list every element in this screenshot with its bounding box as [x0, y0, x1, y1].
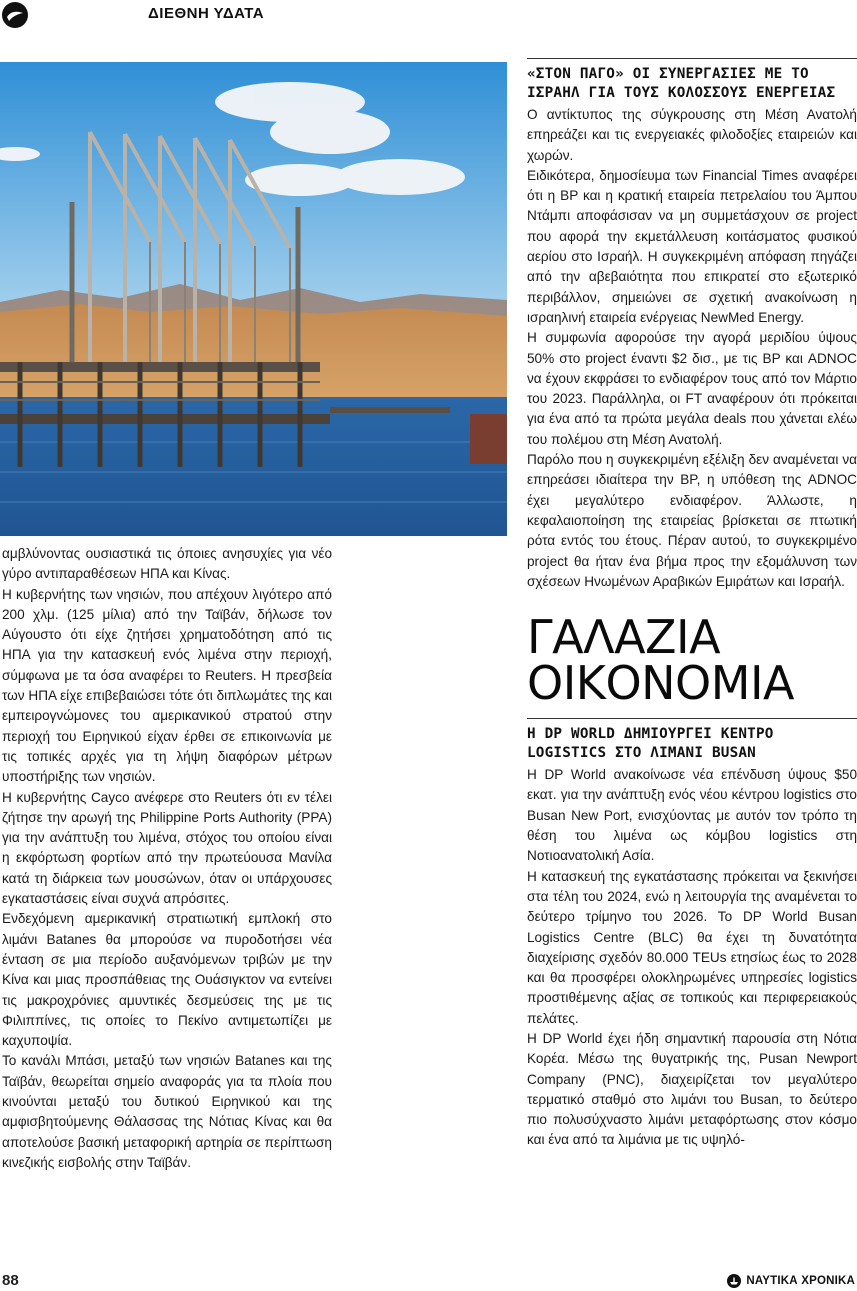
paragraph: Παρόλο που η συγκεκριμένη εξέλιξη δεν αναμένεται να επηρεάσει ιδιαίτερα την BP, η υπόθεση της ADNOC έχει μεγαλύτερο ενδιαφέρον. Άλλωστε, η κεφαλαιοποίηση της εταιρείας βρίσκεται σε πτωτική ρότα εντός του έτους. Πέραν αυτού, το συγκεκριμένο project θα ήταν ένα βήμα προς την εξομάλυνση των σχέσεων Ηνωμένων Αραβικών Εμιράτων και Ισραήλ. — [527, 452, 857, 589]
article-heading: «ΣΤΟΝ ΠΑΓΟ» ΟΙ ΣΥΝΕΡΓΑΣΙΕΣ ΜΕ ΤΟ ΙΣΡΑΗΛ ΓΙΑ ΤΟΥΣ ΚΟΛΟΣΣΟΥΣ ΕΝΕΡΓΕΙΑΣ — [527, 66, 836, 101]
paragraph: Ενδεχόμενη αμερικανική στρατιωτική εμπλοκή στο λιμάνι Batanes θα μπορούσε να πυροδοτήσει νέα ένταση σε μια περίοδο αυξανόμενων τριβών με την Κίνα και μιας προσπάθειας της Ουάσιγκτον να εντείνει τις μακροχρόνιες αμυντικές δεσμεύσεις της με τις Φιλιππίνες, τις οποίες το Πεκίνο αντιμετωπίζει με καχυποψία. — [2, 911, 332, 1049]
brand — [727, 1274, 855, 1288]
paragraph: Ο αντίκτυπος της σύγκρουσης στη Μέση Ανατολή επηρεάζει και τις ενεργειακές φιλοδοξίες εταιρειών και χωρών. — [527, 107, 857, 163]
paragraph: Η κυβερνήτης των νησιών, που απέχουν λιγότερο από 200 χλμ. (125 μίλια) από την Ταϊβάν, δήλωσε τον Αύγουστο ότι είχε ζητήσει χρηματοδότηση από τις ΗΠΑ για την κατασκευή ενός λιμένα στην περιοχή, σύμφωνα με τα όσα αναφέρει το Reuters. Η πρεσβεία των ΗΠΑ είχε επιβεβαιώσει τότε ότι διπλωμάτες της και εμπειρογνώμονες του αμερικανικού στρατού στην περιοχή του Ειρηνικού είχαν έρθει σε επικοινωνία με τις τοπικές αρχές για τη λήψη διαφόρων μέτρων υποστήριξης των νησιών. — [2, 586, 332, 785]
paragraph: αμβλύνοντας ουσιαστικά τις όποιες ανησυχίες για νέο γύρο αντιπαραθέσεων ΗΠΑ και Κίνας. — [2, 546, 332, 582]
divider — [527, 58, 857, 59]
oil-terminal-pier-photo — [0, 62, 507, 536]
article-heading: Η DP WORLD ΔΗΜΙΟΥΡΓΕΙ ΚΕΝΤΡΟ LOGISTICS ΣΤΟ ΛΙΜΑΝΙ BUSAN — [527, 726, 774, 762]
paragraph: Η DP World ανακοίνωσε νέα επένδυση ύψους $50 εκατ. για την ανάπτυξη ενός νέου κέντρου logistics στο Busan New Port, ενισχύοντας με αυτόν τον τρόπο τη θέση του λιμένα ως κόμβου logistics στη Νοτιοανατολική Ασία. — [527, 767, 857, 864]
section-label: ΔΙΕΘΝΗ ΥΔΑΤΑ — [148, 5, 265, 22]
divider — [527, 718, 857, 719]
circle-swoosh-logo-icon — [2, 2, 28, 28]
ship-logo-icon — [727, 1274, 741, 1288]
section-title-line: ΓΑΛΑΖΙΑ — [527, 610, 721, 665]
left-column — [2, 544, 332, 1173]
paragraph: Η κατασκευή της εγκατάστασης πρόκειται να ξεκινήσει στα τέλη του 2024, ενώ η λειτουργία της αναμένεται το δεύτερο τρίμηνο του 2026. Το DP World Busan Logistics Centre (BLC) θα έχει τη δυνατότητα διαχείρισης σχεδόν 80.000 TEUs ετησίως έως το 2028 και θα προσφέρει ολοκληρωμένες υπηρεσίες logistics προστιθέμενης αξίας σε τοπικούς και περιφερειακούς πελάτες. — [527, 868, 857, 1026]
right-column — [527, 58, 857, 1151]
section-title-line: ΟΙΚΟΝΟΜΙΑ — [527, 656, 794, 711]
paragraph: Το κανάλι Μπάσι, μεταξύ των νησιών Batanes και της Ταϊβάν, θεωρείται σημείο αναφοράς για τα πλοία που κινούνται μεταξύ του δυτικού Ειρηνικού και της αμφισβητούμενης Θάλασσας της Νότιας Κίνας και θα αποτελούσε βασική μεταφορική αρτηρία σε περίπτωση κινεζικής εισβολής στην Ταϊβάν. — [2, 1053, 332, 1170]
page-number: 88 — [2, 1272, 19, 1289]
paragraph: Η κυβερνήτης Cayco ανέφερε στο Reuters ότι εν τέλει ζήτησε την αρωγή της Philippine Ports Authority (PPA) για την ανάπτυξη του λιμένα, στόχος του οποίου είναι η εκφόρτωση φορτίων από την πρωτεύουσα Μανίλα κατά τη διάρκεια των μουσώνων, όταν οι υπάρχουσες εγκαταστάσεις είναι συχνά απρόσιτες. — [2, 789, 332, 907]
section-title — [527, 610, 857, 711]
paragraph: Ειδικότερα, δημοσίευμα των Financial Times αναφέρει ότι η BP και η κρατική εταιρεία πετρελαίου του Άμπου Ντάμπι αποφάσισαν να μη συμμετάσχουν σε project που αφορά την εκμετάλλευση κοιτάσματος φυσικού αερίου στο Ισραήλ. Η συγκεκριμένη απόφαση πηγάζει από την αβεβαιότητα που επικρατεί στο εξωτερικό περιβάλλον, σημειώνει σε σχετική ανακοίνωση η ισραηλινή εταιρεία ενέργειας NewMed Energy. — [527, 167, 857, 325]
paragraph: Η DP World έχει ήδη σημαντική παρουσία στη Νότια Κορέα. Μέσω της θυγατρικής της, Pusan Newport Company (PNC), διαχειρίζεται τον μεγαλύτερο τερματικό σταθμό στο λιμάνι του Busan, το δεύτερο πιο πολυσύχναστο λιμάνι μεταφόρτωσης στον κόσμο και ένα από τα λιμάνια με τις υψηλό- — [527, 1030, 857, 1148]
paragraph: Η συμφωνία αφορούσε την αγορά μεριδίου ύψους 50% στο project έναντι $2 δισ., με τις BP και ADNOC να έχουν εκφράσει το ενδιαφέρον τους από τον Μάρτιο του 2023. Παράλληλα, οι FT αναφέρουν ότι πρόκειται για ένα από τα πρώτα μεγάλα deals που χάνεται ελέω του πολέμου στη Μέση Ανατολή. — [527, 330, 857, 447]
brand-name: ΝΑΥΤΙΚΑ ΧΡΟΝΙΚΑ — [746, 1275, 855, 1287]
